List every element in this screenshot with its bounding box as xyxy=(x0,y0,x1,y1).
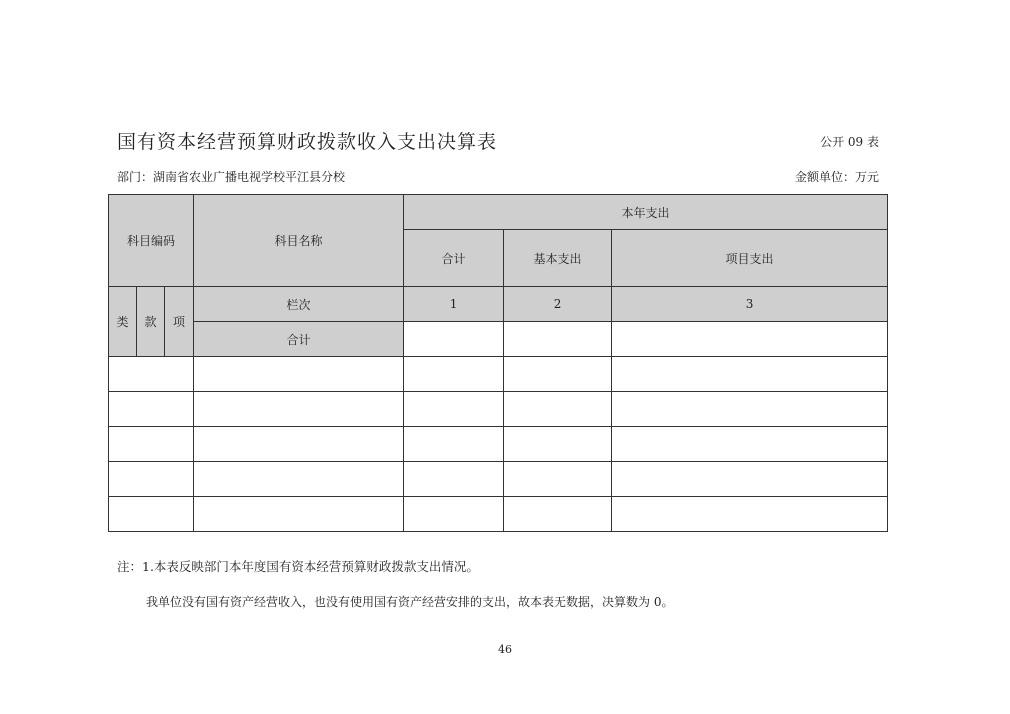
table-row xyxy=(109,462,888,497)
header-total: 合计 xyxy=(404,230,504,287)
table-cell xyxy=(504,392,612,427)
column-number-3: 3 xyxy=(612,287,888,322)
table-cell xyxy=(194,462,404,497)
table-cell xyxy=(109,357,194,392)
table-cell xyxy=(194,392,404,427)
table-cell xyxy=(612,357,888,392)
column-number-2: 2 xyxy=(504,287,612,322)
table-cell xyxy=(504,462,612,497)
table-cell xyxy=(109,462,194,497)
table-cell xyxy=(404,497,504,532)
header-basic-expense: 基本支出 xyxy=(504,230,612,287)
table-cell xyxy=(504,357,612,392)
table-cell xyxy=(504,497,612,532)
code-lei: 类 xyxy=(109,287,137,357)
header-current-year-expense: 本年支出 xyxy=(404,195,888,230)
table-row xyxy=(109,392,888,427)
table-cell xyxy=(504,427,612,462)
report-title: 国有资本经营预算财政拨款收入支出决算表 xyxy=(117,131,498,153)
table-cell xyxy=(612,497,888,532)
table-cell xyxy=(612,427,888,462)
table-row xyxy=(109,497,888,532)
table-cell xyxy=(109,392,194,427)
page-number: 46 xyxy=(498,643,512,656)
header-subject-name: 科目名称 xyxy=(194,195,404,287)
project-cell xyxy=(612,322,888,357)
code-xiang: 项 xyxy=(165,287,194,357)
table-cell xyxy=(404,357,504,392)
table-cell xyxy=(194,427,404,462)
expense-table xyxy=(108,194,888,532)
table-cell xyxy=(404,427,504,462)
header-subject-code: 科目编码 xyxy=(109,195,194,287)
total-cell xyxy=(404,322,504,357)
note-line-2: 我单位没有国有资产经营收入，也没有使用国有资产经营安排的支出，故本表无数据，决算数为 0。 xyxy=(146,595,674,609)
table-cell xyxy=(612,392,888,427)
row-column-number-label: 栏次 xyxy=(194,287,404,322)
form-code: 公开 09 表 xyxy=(820,135,879,149)
table-cell xyxy=(194,357,404,392)
basic-cell xyxy=(504,322,612,357)
table-cell xyxy=(109,427,194,462)
note-line-1: 注：1.本表反映部门本年度国有资本经营预算财政拨款支出情况。 xyxy=(117,559,479,574)
table-cell xyxy=(404,462,504,497)
table-cell xyxy=(109,497,194,532)
department-label: 部门：湖南省农业广播电视学校平江县分校 xyxy=(117,170,346,184)
table-cell xyxy=(194,497,404,532)
table-cell xyxy=(612,462,888,497)
table-row xyxy=(109,357,888,392)
amount-unit-label: 金额单位：万元 xyxy=(794,170,879,184)
header-project-expense: 项目支出 xyxy=(612,230,888,287)
table-row xyxy=(109,427,888,462)
code-kuan: 款 xyxy=(137,287,165,357)
row-total-label: 合计 xyxy=(194,322,404,357)
table-cell xyxy=(404,392,504,427)
column-number-1: 1 xyxy=(404,287,504,322)
